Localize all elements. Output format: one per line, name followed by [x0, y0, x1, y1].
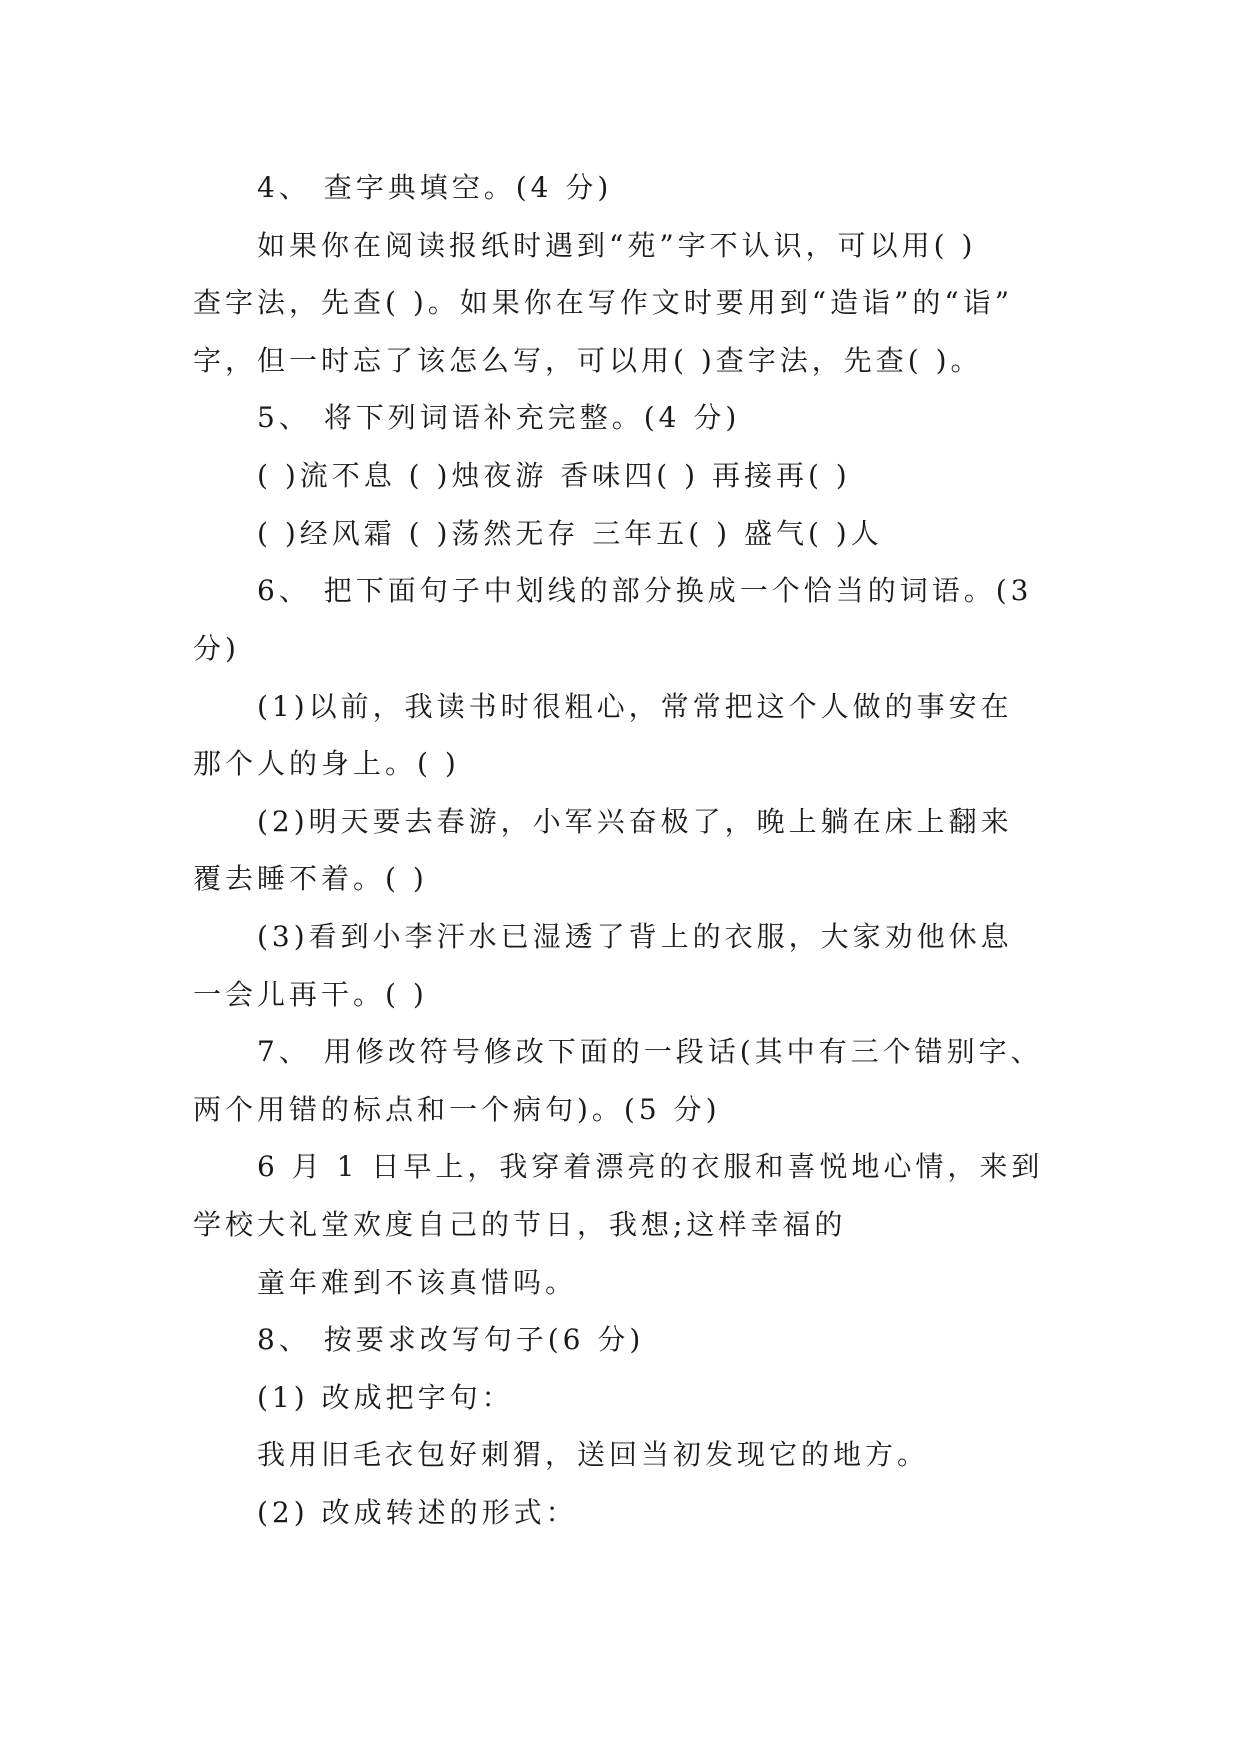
question-4-title: 4、 查字典填空。(4 分)	[257, 171, 613, 204]
question-6-item-2-line-1: (2)明天要去春游，小军兴奋极了，晚上躺在床上翻来	[257, 805, 1013, 838]
question-5-idioms-row-2: ( )经风霜 ( )荡然无存 三年五( ) 盛气( )人	[257, 517, 883, 550]
question-6-item-3-line-2: 一会儿再干。( )	[193, 978, 428, 1011]
question-6-title-continued: 分)	[193, 632, 240, 665]
question-7-passage-line-1: 6 月 1 日早上，我穿着漂亮的衣服和喜悦地心情，来到	[257, 1150, 1044, 1183]
question-6-item-1-line-1: (1)以前，我读书时很粗心，常常把这个人做的事安在	[257, 690, 1013, 723]
question-7-title: 7、 用修改符号修改下面的一段话(其中有三个错别字、	[257, 1035, 1043, 1068]
question-8-item-1-sentence: 我用旧毛衣包好刺猬，送回当初发现它的地方。	[257, 1438, 930, 1471]
question-8-title: 8、 按要求改写句子(6 分)	[257, 1323, 645, 1356]
question-6-item-3-line-1: (3)看到小李汗水已湿透了背上的衣服，大家劝他休息	[257, 920, 1013, 953]
question-5-idioms-row-1: ( )流不息 ( )烛夜游 香味四( ) 再接再( )	[257, 459, 851, 492]
question-7-title-continued: 两个用错的标点和一个病句)。(5 分)	[193, 1093, 721, 1126]
question-4-text-line-3: 字，但一时忘了该怎么写，可以用( )查字法，先查( )。	[193, 344, 983, 377]
question-6-item-1-line-2: 那个人的身上。( )	[193, 747, 460, 780]
question-5-title: 5、 将下列词语补充完整。(4 分)	[257, 401, 741, 434]
question-8-item-1-label: (1) 改成把字句：	[257, 1381, 514, 1414]
question-4-text-line-2: 查字法，先查( )。如果你在写作文时要用到“造诣”的“诣”	[193, 286, 1014, 319]
question-7-passage-line-2: 学校大礼堂欢度自己的节日，我想;这样幸福的	[193, 1208, 847, 1241]
question-4-text-line-1: 如果你在阅读报纸时遇到“苑”字不认识，可以用( )	[257, 229, 977, 262]
question-6-title: 6、 把下面句子中划线的部分换成一个恰当的词语。(3	[257, 574, 1033, 607]
question-7-passage-line-3: 童年难到不该真惜吗。	[257, 1266, 578, 1299]
question-6-item-2-line-2: 覆去睡不着。( )	[193, 862, 428, 895]
question-8-item-2-label: (2) 改成转述的形式：	[257, 1496, 578, 1529]
